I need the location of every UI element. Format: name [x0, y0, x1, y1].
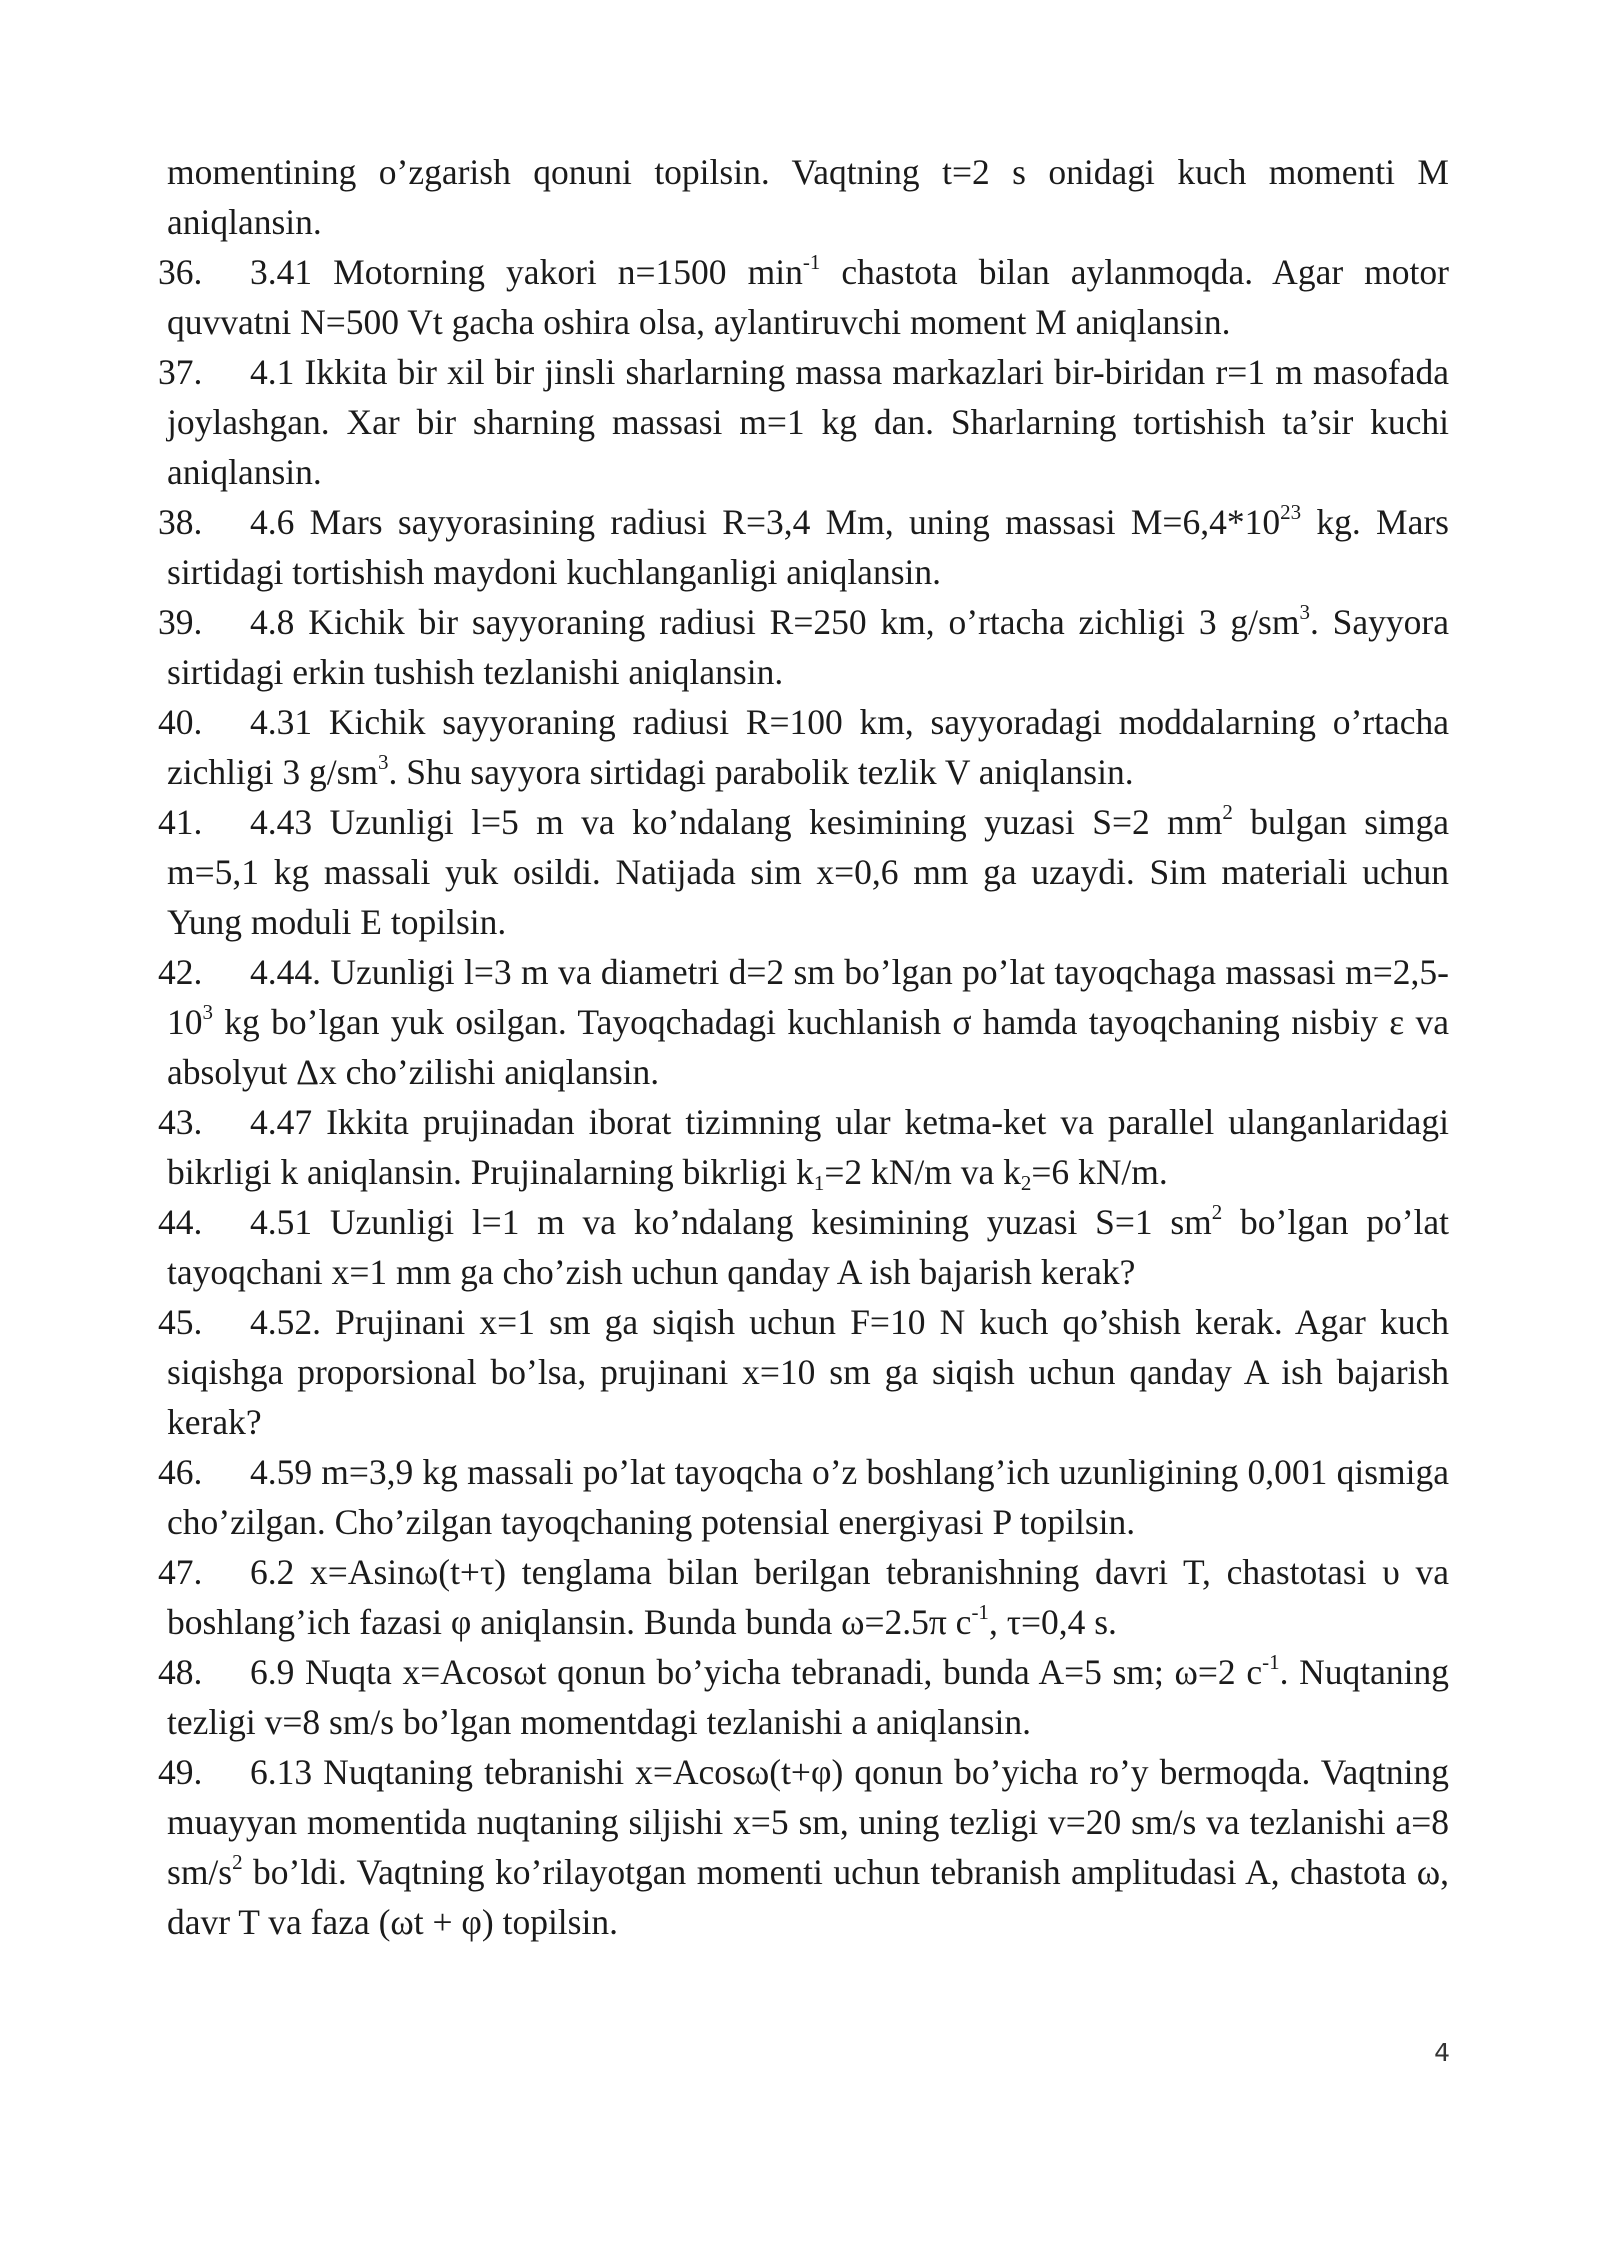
- problem-text: [167, 1747, 1449, 1947]
- problem-number: 40.: [158, 702, 203, 742]
- problem-number: 46.: [158, 1452, 203, 1492]
- problem-item: [158, 797, 1449, 947]
- problem-text: [167, 1647, 1449, 1747]
- text-run: chastota bilan aylanmoqda. Agar motor quvvatni N=500 Vt gacha oshira olsa, aylantiruvchi moment M aniqlansin.: [167, 252, 1449, 342]
- text-run: 6.9 Nuqta x=Acosωt qonun bo’yicha tebranadi, bunda A=5 sm; ω=2 c: [250, 1652, 1263, 1692]
- problem-text: [167, 1547, 1449, 1647]
- text-run: 3.41 Motorning yakori n=1500 min: [250, 252, 803, 292]
- superscript: 2: [232, 1850, 243, 1874]
- text-run: 4.44. Uzunligi l=3 m va diametri d=2 sm bo’lgan po’lat tayoqchaga massasi m=2,5-10: [167, 952, 1449, 1042]
- superscript: 3: [378, 750, 389, 774]
- problem-item: [158, 1447, 1449, 1547]
- problem-item: [158, 1647, 1449, 1747]
- text-run: 4.8 Kichik bir sayyoraning radiusi R=250 km, o’rtacha zichligi 3 g/sm: [250, 602, 1300, 642]
- subscript: 1: [813, 1171, 825, 1195]
- problem-item: [158, 697, 1449, 797]
- problem-number: 37.: [158, 352, 203, 392]
- superscript: 2: [1211, 1200, 1223, 1224]
- text-run: 4.1 Ikkita bir xil bir jinsli sharlarning massa markazlari bir-biridan r=1 m masofada joylashgan. Xar bir sharning massasi m=1 kg dan. Sharlarning tortishish ta’sir kuchi aniqlansin.: [167, 352, 1449, 492]
- problem-number: 39.: [158, 602, 203, 642]
- problem-text: [167, 947, 1449, 1097]
- problem-text: [167, 1297, 1449, 1447]
- superscript: 3: [202, 1000, 213, 1024]
- superscript: -1: [802, 250, 821, 274]
- problem-item: [158, 497, 1450, 597]
- problem-item: [158, 1747, 1449, 1947]
- text-run: 4.43 Uzunligi l=5 m va ko’ndalang kesimining yuzasi S=2 mm: [250, 802, 1223, 842]
- text-run: 6.2 x=Asinω(t+τ) tenglama bilan berilgan tebranishning davri T, chastotasi υ va boshlang’ich fazasi φ aniqlansin. Bunda bunda ω=2.5π c: [167, 1552, 1449, 1642]
- superscript: -1: [971, 1600, 989, 1624]
- problem-number: 42.: [158, 952, 203, 992]
- text-run: . Nuqtaning tezligi v=8 sm/s bo’lgan momentdagi tezlanishi a aniqlansin.: [167, 1652, 1449, 1742]
- text-run: kg bo’lgan yuk osilgan. Tayoqchadagi kuchlanish σ hamda tayoqchaning nisbiy ε va absolyut Δx cho’zilishi aniqlansin.: [167, 1002, 1449, 1092]
- problem-text: [167, 597, 1449, 697]
- text-run: 4.59 m=3,9 kg massali po’lat tayoqcha o’z boshlang’ich uzunligining 0,001 qismiga cho’zilgan. Cho’zilgan tayoqchaning potensial energiyasi P topilsin.: [167, 1452, 1449, 1542]
- text-run: =6 kN/m.: [1031, 1152, 1168, 1192]
- problem-number: 48.: [158, 1652, 203, 1692]
- text-run: bulgan simga m=5,1 kg massali yuk osildi. Natijada sim x=0,6 mm ga uzaydi. Sim materiali uchun Yung moduli E topilsin.: [167, 802, 1449, 942]
- text-run: 4.47 Ikkita prujinadan iborat tizimning ular ketma-ket va parallel ulanganlaridagi bikrligi k aniqlansin. Prujinalarning bikrligi k: [167, 1102, 1449, 1192]
- problem-text: [167, 1447, 1449, 1547]
- superscript: 23: [1280, 500, 1302, 524]
- problem-number: 49.: [158, 1752, 203, 1792]
- problem-item: [158, 947, 1449, 1097]
- text-run: 4.31 Kichik sayyoraning radiusi R=100 km, sayyoradagi moddalarning o’rtacha zichligi 3 g/sm: [167, 702, 1449, 792]
- problem-number: 36.: [158, 252, 203, 292]
- text-run: 6.13 Nuqtaning tebranishi x=Acosω(t+φ) qonun bo’yicha ro’y bermoqda. Vaqtning muayyan momentida nuqtaning siljishi x=5 sm, uning tezligi v=20 sm/s va tezlanishi a=8 sm/s: [167, 1752, 1449, 1892]
- text-run: 4.6 Mars sayyorasining radiusi R=3,4 Mm, uning massasi M=6,4*10: [250, 502, 1281, 542]
- text-run: bo’lgan po’lat tayoqchani x=1 mm ga cho’zish uchun qanday A ish bajarish kerak?: [167, 1202, 1450, 1292]
- problem-text: [167, 1197, 1449, 1297]
- text-run: bo’ldi. Vaqtning ko’rilayotgan momenti uchun tebranish amplitudasi A, chastota ω, davr T va faza (ωt + φ) topilsin.: [167, 1852, 1449, 1942]
- problem-number: 41.: [158, 802, 203, 842]
- problem-text: [167, 347, 1449, 497]
- problem-text: [167, 247, 1449, 347]
- problem-list: [158, 247, 1450, 1947]
- problem-number: 44.: [158, 1202, 203, 1242]
- problem-number: 43.: [158, 1102, 203, 1142]
- problem-item: [158, 347, 1449, 497]
- problem-number: 47.: [158, 1552, 203, 1592]
- problem-number: 38.: [158, 502, 203, 542]
- problem-item: [158, 247, 1449, 347]
- text-run: kg. Mars sirtidagi tortishish maydoni kuchlanganligi aniqlansin.: [167, 502, 1450, 592]
- text-run: . Sayyora sirtidagi erkin tushish tezlanishi aniqlansin.: [167, 602, 1449, 692]
- problem-number: 45.: [158, 1302, 203, 1342]
- text-run: 4.52. Prujinani x=1 sm ga siqish uchun F=10 N kuch qo’shish kerak. Agar kuch siqishga proporsional bo’lsa, prujinani x=10 sm ga siqish uchun qanday A ish bajarish kerak?: [167, 1302, 1449, 1442]
- superscript: -1: [1262, 1650, 1280, 1674]
- superscript: 2: [1222, 800, 1233, 824]
- problem-item: [158, 1297, 1449, 1447]
- page-content: [158, 147, 1450, 1947]
- problem-text: [167, 1097, 1449, 1197]
- problem-text: [167, 497, 1449, 597]
- continuation-paragraph: momentining o’zgarish qonuni topilsin. Vaqtning t=2 s onidagi kuch momenti M aniqlansin.: [167, 152, 1449, 242]
- text-run: 4.51 Uzunligi l=1 m va ko’ndalang kesimining yuzasi S=1 sm: [250, 1202, 1212, 1242]
- problem-item: [158, 1547, 1449, 1647]
- problem-item: [158, 1197, 1450, 1297]
- problem-item: [158, 1097, 1449, 1197]
- subscript: 2: [1020, 1171, 1032, 1195]
- problem-text: [167, 697, 1449, 797]
- page-number: 4: [1434, 2038, 1450, 2067]
- text-run: , τ=0,4 s.: [988, 1602, 1117, 1642]
- superscript: 3: [1299, 600, 1310, 624]
- text-run: =2 kN/m va k: [824, 1152, 1021, 1192]
- problem-item: [158, 597, 1449, 697]
- text-run: . Shu sayyora sirtidagi parabolik tezlik V aniqlansin.: [388, 752, 1134, 792]
- problem-text: [167, 797, 1449, 947]
